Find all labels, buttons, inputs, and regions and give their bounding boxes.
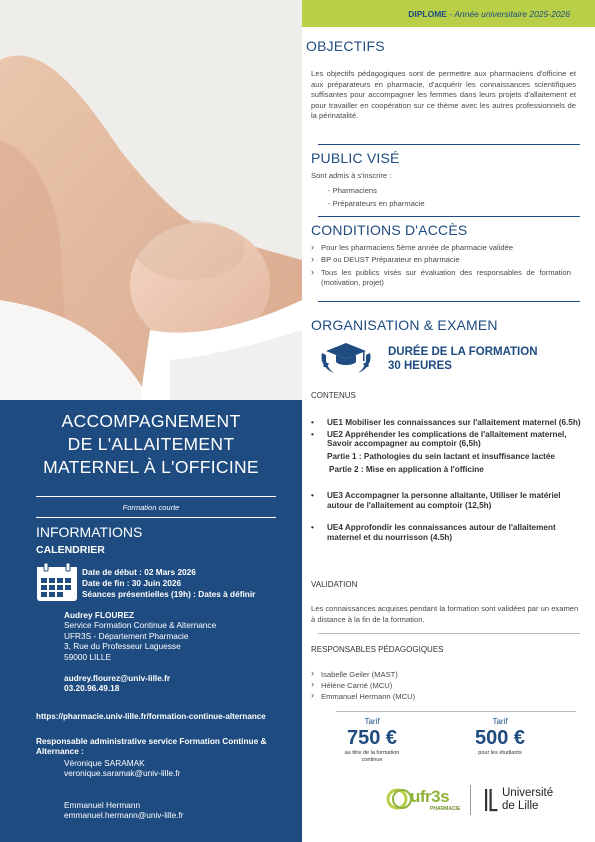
- ue-item: • UE1 Mobiliser les connaissances sur l'allaitement maternel (6.5h): [311, 418, 581, 427]
- organisation-heading: ORGANISATION & EXAMEN: [311, 317, 498, 333]
- divider: [36, 496, 276, 497]
- conditions-list: [311, 243, 571, 288]
- admin-name: Véronique SARAMAK: [64, 758, 145, 768]
- tarif-label: Tarif: [364, 717, 380, 726]
- responsables-list: [311, 669, 415, 703]
- title-line-2: DE L'ALLAITEMENT: [67, 434, 235, 454]
- divider: [318, 301, 580, 302]
- univ-line-2: de Lille: [502, 799, 539, 812]
- divider: [36, 517, 276, 518]
- public-item: - Pharmaciens: [328, 186, 377, 195]
- tarif-value: 750 €: [346, 727, 398, 749]
- left-info-panel: [0, 400, 302, 842]
- date-debut: Date de début : 02 Mars 2026: [82, 567, 196, 577]
- contact-street: 3, Rue du Professeur Laguesse: [64, 641, 181, 652]
- date-fin: Date de fin : 30 Juin 2026: [82, 578, 182, 588]
- ufr3s-subtitle: PHARMACIE: [430, 806, 461, 812]
- ue2: UE2 Appréhender les complications de l'allaitement maternel, Savoir accompagner au comptoir (6,5h): [327, 429, 567, 449]
- divider: [318, 216, 580, 217]
- public-heading: PUBLIC VISÉ: [311, 150, 400, 166]
- diploma-bar: [302, 0, 595, 27]
- hero-photo: [0, 0, 302, 400]
- contact-name: Audrey FLOUREZ: [64, 610, 135, 620]
- title-line-1: ACCOMPAGNEMENT: [61, 411, 241, 431]
- responsable-name: › Isabelle Geiler (MAST): [311, 669, 415, 680]
- admin-block: [64, 758, 184, 821]
- responsable-name: › Emmanuel Hermann (MCU): [311, 691, 415, 702]
- contact-block: [64, 610, 216, 694]
- website-link[interactable]: https://pharmacie.univ-lille.fr/formation-continue-alternance: [36, 712, 266, 721]
- validation-text: Les connaissances acquises pendant la formation sont validées par un examen à distance à la fin de la formation.: [311, 604, 579, 624]
- admin-email-link[interactable]: veronique.saramak@univ-lille.fr: [64, 768, 181, 779]
- ue1: UE1 Mobiliser les connaissances sur l'allaitement maternel (6.5h): [327, 418, 581, 427]
- duration-block: [388, 345, 538, 373]
- seances: Séances présentielles (19h) : Dates à définir: [82, 589, 256, 599]
- ue-item: • UE2 Appréhender les complications de l'allaitement maternel, Savoir accompagner au comptoir (6,5h): [311, 429, 567, 449]
- tarif-note: pour les étudiants: [478, 750, 522, 756]
- ue4: UE4 Approfondir les connaissances autour de l'allaitement maternel et du nourrisson (4.5h): [327, 523, 556, 542]
- contenus-list: [311, 418, 581, 542]
- ue2-partie-2: Partie 2 : Mise en application à l'officine: [329, 465, 484, 475]
- divider: [318, 144, 580, 145]
- contact-service: Service Formation Continue & Alternance: [64, 620, 217, 631]
- responsables-heading: RESPONSABLES PÉDAGOGIQUES: [311, 645, 444, 654]
- public-item: - Préparateurs en pharmacie: [328, 198, 425, 208]
- duration-value: 30 HEURES: [388, 360, 452, 372]
- validation-heading: VALIDATION: [311, 580, 358, 589]
- univ-line-1: Université: [502, 787, 554, 799]
- contenus-heading: CONTENUS: [311, 391, 356, 400]
- duration-label: DURÉE DE LA FORMATION: [388, 346, 538, 358]
- right-column: [302, 27, 595, 842]
- condition-item: › Tous les publics visés sur évaluation des responsables de formation (motivation, projet): [311, 268, 571, 289]
- public-intro: Sont admis à s'inscrire :: [311, 171, 392, 180]
- conditions-heading: CONDITIONS D'ACCÈS: [311, 222, 468, 238]
- diploma-label: DIPLOME: [408, 9, 447, 19]
- formation-type: Formation courte: [122, 503, 180, 512]
- ue-item: • UE4 Approfondir les connaissances autour de l'allaitement maternel et du nourrisson (4.5h): [311, 523, 556, 542]
- condition-item: › BP ou DEUST Préparateur en pharmacie: [311, 255, 571, 265]
- calendrier-heading: CALENDRIER: [36, 544, 105, 556]
- second-contact-name: Emmanuel Hermann: [64, 799, 141, 810]
- main-title: [0, 410, 302, 479]
- title-line-3: MATERNEL À L'OFFICINE: [43, 457, 259, 477]
- divider: [318, 633, 580, 634]
- tarif-formation-continue: [330, 717, 414, 764]
- ue3: UE3 Accompagner la personne allaitante, Utiliser le matériel autour de l'allaitement au comptoir (12,5h): [327, 490, 561, 510]
- ufr3s-wordmark: ufr3s: [410, 787, 450, 806]
- tarif-label: Tarif: [492, 717, 508, 726]
- objectifs-text: Les objectifs pédagogiques sont de permettre aux pharmaciens d'officine et aux préparateurs en pharmacie, d'acquérir les connaissances scientifiques suffisantes pour accompagner les femmes dans leurs projets d'allaitement et pour travailler en coopération sur ce thème avec les autres professionnels de la périnatalité.: [311, 69, 576, 120]
- contact-city: 59000 LILLE: [64, 651, 112, 662]
- contact-department: UFR3S - Département Pharmacie: [64, 630, 189, 641]
- graduation-laurel-icon: [316, 339, 376, 384]
- ue-item: • UE3 Accompagner la personne allaitante, Utiliser le matériel autour de l'allaitement au comptoir (12,5h): [311, 490, 561, 510]
- tarif-value: 500 €: [474, 727, 526, 749]
- calendar-dates: [82, 567, 255, 600]
- condition-item: › Pour les pharmaciens 5ème année de pharmacie validée: [311, 243, 571, 253]
- public-list: [328, 185, 425, 210]
- tarif-etudiants: [458, 717, 542, 757]
- breastfeeding-photo-illustration: [0, 0, 302, 400]
- ue2-partie-1: Partie 1 : Pathologies du sein lactant et insuffisance lactée: [327, 451, 555, 461]
- calendar-icon: [36, 562, 78, 607]
- logo-divider: [470, 785, 471, 815]
- universite-de-lille-wordmark: [502, 787, 553, 812]
- contact-email-link[interactable]: audrey.flourez@univ-lille.fr: [64, 673, 171, 684]
- divider: [336, 711, 576, 712]
- second-contact-email-link[interactable]: emmanuel.hermann@univ-lille.fr: [64, 810, 184, 821]
- contact-phone[interactable]: 03.20.96.49.18: [64, 683, 120, 694]
- academic-year: - Année universitaire 2025-2026: [449, 9, 570, 19]
- admin-title: Responsable administrative service Formation Continue & Alternance :: [36, 736, 267, 757]
- tarif-note: au titre de la formation continue: [344, 750, 400, 763]
- objectifs-heading: OBJECTIFS: [306, 38, 385, 54]
- responsable-name: › Hélène Carrié (MCU): [311, 680, 415, 691]
- informations-heading: INFORMATIONS: [36, 524, 143, 540]
